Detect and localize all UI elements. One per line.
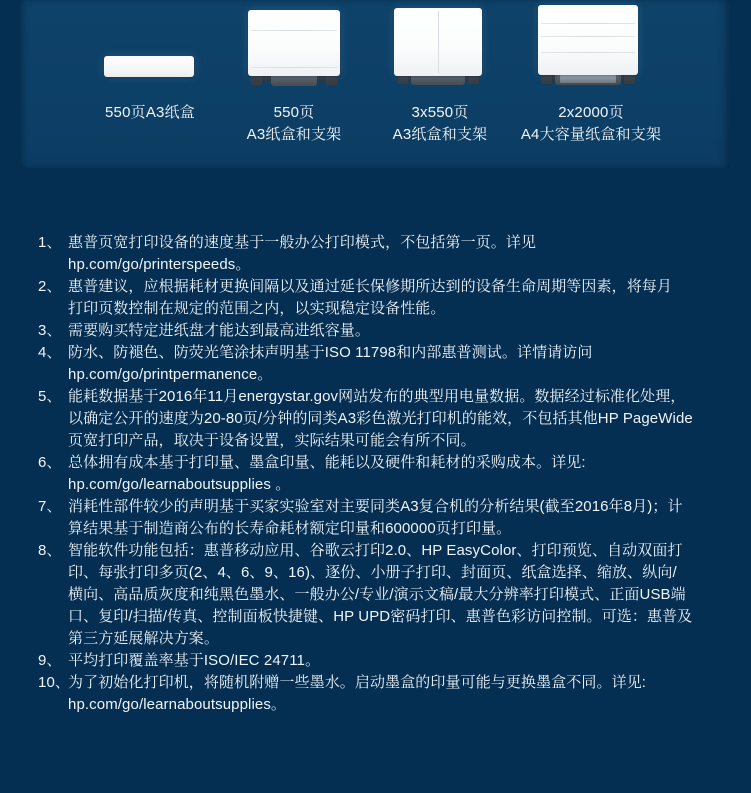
footnote-8	[38, 540, 730, 650]
tray-render	[104, 56, 194, 77]
footnote-text	[68, 386, 730, 452]
footnote-line: hp.com/go/learnaboutsupplies。	[68, 696, 287, 713]
footnote-number: 1、	[38, 234, 62, 251]
footnote-number: 10、	[38, 674, 70, 691]
footnote-7	[38, 496, 730, 540]
product-label-line: 550页A3纸盒	[105, 104, 195, 121]
footnote-number: 9、	[38, 652, 62, 669]
footnote-9	[38, 650, 730, 672]
footnote-line: 印、每张打印多页(2、4、6、9、16)、逐份、小册子打印、封面页、纸盒选择、缩放、纵向/	[68, 564, 677, 581]
product-label-line: A3纸盒和支架	[392, 126, 488, 143]
footnote-number: 2、	[38, 278, 62, 295]
footnote-line: 页宽打印产品，取决于设备设置，实际结果可能会有所不同。	[68, 432, 476, 449]
product-label-550-a3-tray	[70, 102, 230, 124]
footnotes-list	[38, 232, 730, 716]
footnote-line: 智能软件功能包括：惠普移动应用、谷歌云打印2.0、HP EasyColor、打印预览、自动双面打	[68, 542, 683, 559]
footnote-number: 7、	[38, 498, 62, 515]
product-label-line: 3x550页	[411, 104, 469, 121]
product-image-550-tray-stand	[248, 10, 340, 86]
footnote-number: 5、	[38, 388, 62, 405]
stand-foot-left	[541, 75, 552, 84]
footnote-line: 口、复印/扫描/传真、控制面板快捷键、HP UPD密码打印、惠普色彩访问控制。可选：惠普及	[68, 608, 693, 625]
footnote-line: 总体拥有成本基于打印量、墨盒印量、能耗以及硬件和耗材的采购成本。详见:	[68, 454, 586, 471]
drawer-seam	[541, 52, 635, 53]
product-label-line: 2x2000页	[558, 104, 624, 121]
footnote-line: 算结果基于制造商公布的长寿命耗材额定印量和600000页打印量。	[68, 520, 512, 537]
cabinet-render	[538, 5, 638, 75]
footnote-line: 第三方延展解决方案。	[68, 630, 220, 647]
footnote-line: 平均打印覆盖率基于ISO/IEC 24711。	[68, 652, 321, 669]
stand-foot-left	[251, 76, 262, 85]
cabinet-render	[394, 8, 482, 76]
footnote-number: 8、	[38, 542, 62, 559]
footnote-line: 消耗性部件较少的声明基于买家实验室对主要同类A3复合机的分析结果(截至2016年8月)；计	[68, 498, 683, 515]
footnote-line: 横向、高品质灰度和纯黑色墨水、一般办公/专业/演示文稿/最大分辨率打印模式、正面USB端	[68, 586, 686, 603]
footnote-1	[38, 232, 730, 276]
footnote-3	[38, 320, 730, 342]
footnote-line: 能耗数据基于2016年11月energystar.gov网站发布的典型用电量数据。数据经过标准化处理，	[68, 388, 686, 405]
door-seam	[438, 11, 439, 73]
footnote-line: 需要购买特定进纸盘才能达到最高进纸容量。	[68, 322, 371, 339]
cabinet-render	[248, 10, 340, 76]
footnote-line: 打印页数控制在规定的范围之内，以实现稳定设备性能。	[68, 300, 446, 317]
footnote-number: 4、	[38, 344, 62, 361]
footnote-text	[68, 320, 730, 342]
accessories-panel	[20, 0, 730, 168]
footnote-text	[68, 540, 730, 650]
drawer-seam	[541, 36, 635, 37]
footnote-text	[68, 496, 730, 540]
footnote-line: 惠普页宽打印设备的速度基于一般办公打印模式，不包括第一页。详见	[68, 234, 537, 251]
footnote-text	[68, 650, 730, 672]
product-label-550-tray-stand	[214, 102, 374, 146]
footnote-text	[68, 452, 730, 496]
product-label-2x2000-cabinet	[482, 102, 700, 146]
drawer-seam	[541, 23, 635, 24]
footnote-line: hp.com/go/printerspeeds。	[68, 256, 251, 273]
footnote-2	[38, 276, 730, 320]
product-label-line: A3纸盒和支架	[246, 126, 342, 143]
footnote-5	[38, 386, 730, 452]
tray-seam	[251, 30, 337, 31]
footnote-text	[68, 672, 730, 716]
stand-foot-left	[397, 75, 408, 84]
stand-foot-right	[468, 75, 479, 84]
tray-seam	[251, 67, 337, 68]
footnote-line: 惠普建议，应根据耗材更换间隔以及通过延长保修期所达到的设备生命周期等因素，将每月	[68, 278, 673, 295]
footnote-line: 防水、防褪色、防荧光笔涂抹声明基于ISO 11798和内部惠普测试。详情请访问	[68, 344, 593, 361]
footnote-line: 为了初始化打印机，将随机附赠一些墨水。启动墨盒的印量可能与更换墨盒不同。详见:	[68, 674, 647, 691]
product-label-line: 550页	[273, 104, 315, 121]
product-image-3x550-cabinet	[394, 8, 482, 85]
footnote-line: hp.com/go/learnaboutsupplies 。	[68, 476, 291, 493]
product-label-line: A4大容量纸盒和支架	[520, 126, 662, 143]
footnote-number: 3、	[38, 322, 62, 339]
footnote-10	[38, 672, 730, 716]
stand-foot-right	[326, 76, 337, 85]
product-image-2x2000-cabinet	[538, 5, 638, 85]
product-image-550-a3-tray	[104, 56, 194, 77]
footnote-6	[38, 452, 730, 496]
footnote-text	[68, 342, 730, 386]
footnote-number: 6、	[38, 454, 62, 471]
footnote-line: 以确定公开的速度为20-80页/分钟的同类A3彩色激光打印机的能效，不包括其他HP PageWide	[68, 410, 693, 427]
stand-bracket-inner	[560, 75, 616, 83]
footnote-line: hp.com/go/printpermanence。	[68, 366, 273, 383]
footnote-text	[68, 276, 730, 320]
stand-foot-right	[624, 75, 635, 84]
footnote-4	[38, 342, 730, 386]
footnote-text	[68, 232, 730, 276]
